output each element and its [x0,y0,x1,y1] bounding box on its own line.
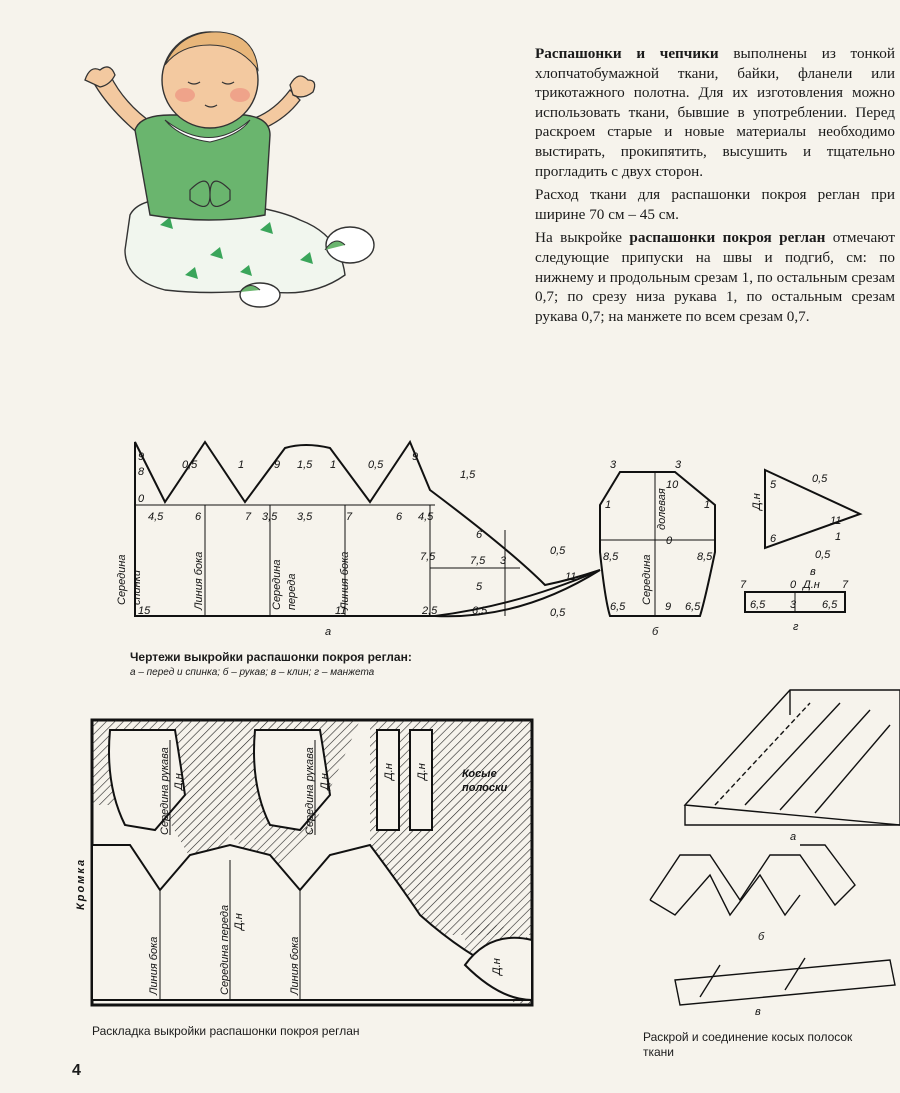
drafts-caption-title: Чертежи выкройки распашонки покроя реглан: [130,650,412,664]
layout-label-dn-2: Д.н [319,773,331,790]
meas-v-11: 11 [830,515,842,527]
pattern-drafts [100,430,890,640]
bias-caption [643,1030,900,1060]
meas-g-7: 7 [740,579,747,591]
bias-caption-1: Раскрой и соединение косых полосок [643,1030,853,1044]
meas-g-0: 0 [790,579,797,591]
intro-p3-start: На выкройке [535,229,630,247]
meas-b-3: 3 [610,459,617,471]
meas-g-65b: 6,5 [822,599,838,611]
intro-p3-bold: распашонки покроя реглан [629,229,826,247]
intro-paragraph-2: Расход ткани для распашонки покроя реглан при ширине 70 см – 45 см. [535,186,895,223]
meas-a-7: 7 [245,511,252,523]
meas-b-3b: 3 [675,459,682,471]
meas-a-75: 7,5 [420,551,436,563]
layout-label-dn-4: Д.н [416,763,428,780]
label-cuff-dn: Д.н [803,579,820,591]
meas-g-3: 3 [790,599,797,611]
meas-a-1b: 1 [330,459,337,471]
label-center-front-1: Середина [271,559,283,610]
bias-caption-2: ткани [643,1045,675,1059]
page-number: 4 [72,1062,81,1079]
draft-g-letter: г [793,621,799,633]
meas-a-05c: 0,5 [550,545,566,557]
meas-a-25: 2,5 [422,605,438,617]
label-sleeve-2: долевая [656,488,668,530]
draft-v-letter: в [810,566,816,578]
meas-a-35: 3,5 [262,511,278,523]
meas-v-05b: 0,5 [815,549,831,561]
meas-b-0: 0 [666,535,673,547]
bias-letter-b: б [758,931,765,943]
meas-g-7b: 7 [842,579,849,591]
meas-a-9c: 9 [412,451,419,463]
intro-p1-rest: выполнены из тонкой хлопчатобумажной ткани, байки, фланели или трикотажного полотна. Для их изготовления можно использовать ткани, бывшие в употреблении. Перед раскроем старые и новые материалы необходимо выстирать, прокипятить, высушить и тщательно прогладить с двух сторон. [535,45,896,180]
label-gusset-dn: Д.н [751,493,763,510]
meas-b-1: 1 [605,499,612,511]
bias-letter-v: в [755,1006,761,1015]
meas-a-6b: 6 [396,511,403,523]
intro-p1-bold: Распашонки и чепчики [535,45,719,62]
layout-label-dn-1: Д.н [173,773,185,790]
layout-label-front: Середина переда [219,904,231,995]
layout-label-dn-3: Д.н [383,763,395,780]
meas-b-10: 10 [666,479,679,491]
layout-label-sleeve-2: Середина рукава [304,747,316,835]
baby-illustration [70,10,400,310]
meas-a-1: 1 [238,459,245,471]
meas-v-1: 1 [835,531,842,543]
label-sleeve-1: Середина [641,554,653,605]
draft-a-letter: а [325,626,332,638]
meas-a-11: 11 [565,571,577,583]
layout-label-dn-5: Д.н [491,958,503,975]
label-center-front-2: переда [286,573,298,610]
layout-label-bias-1: Косые [462,768,497,780]
meas-b-65: 6,5 [610,601,626,613]
meas-a-9b: 9 [274,459,281,471]
meas-a-15c: 15 [138,605,151,617]
layout-label-side-2: Линия бока [289,936,301,995]
meas-a-75b: 7,5 [470,555,486,567]
label-center-back-1: Середина [116,554,128,605]
meas-a-65: 6,5 [472,605,488,617]
intro-p3-rest: отмечают следующие припуски на швы и подгиб, см: по нижнему и продольным срезам 1, по остальным срезам 0,7; по срезу низа рукава 1, по остальным срезам рукава 0,7; на манжете по всем срезам 0,7. [535,229,895,325]
meas-a-6c: 6 [476,529,483,541]
meas-a-15b: 1,5 [460,469,476,481]
meas-a-05: 0,5 [182,459,198,471]
meas-a-8: 8 [138,466,145,478]
meas-b-9: 9 [665,601,672,613]
meas-a-6: 6 [195,511,202,523]
bias-strips-diagram [640,685,900,1015]
intro-paragraph-3 [535,228,895,326]
meas-a-7b: 7 [346,511,353,523]
meas-a-0: 0 [138,493,145,505]
meas-a-35b: 3,5 [297,511,313,523]
draft-b-letter: б [652,626,659,638]
meas-b-1b: 1 [704,499,711,511]
meas-a-3: 3 [500,555,507,567]
meas-g-65: 6,5 [750,599,766,611]
meas-a-45: 4,5 [148,511,164,523]
meas-a-11b: 11 [335,605,347,617]
label-side-line-1: Линия бока [193,551,205,610]
meas-b-65b: 6,5 [685,601,701,613]
meas-b-85: 8,5 [603,551,619,563]
intro-paragraph-1 [535,44,895,181]
meas-a-05b: 0,5 [368,459,384,471]
meas-v-6: 6 [770,533,777,545]
meas-a-9: 9 [138,451,145,463]
label-center-back-2: спинки [131,569,143,605]
drafts-caption-sub: а – перед и спинка; б – рукав; в – клин; г – манжета [130,667,375,678]
cutting-layout [70,715,540,1015]
layout-caption: Раскладка выкройки распашонки покроя реглан [92,1024,360,1038]
drafts-caption [130,650,550,680]
meas-v-5: 5 [770,479,777,491]
layout-label-sleeve-1: Середина рукава [159,747,171,835]
meas-a-15: 1,5 [297,459,313,471]
intro-text [535,44,895,330]
layout-label-bias-2: полоски [462,782,508,794]
meas-a-05d: 0,5 [550,607,566,619]
meas-a-45b: 4,5 [418,511,434,523]
meas-b-85b: 8,5 [697,551,713,563]
layout-label-side-1: Линия бока [148,936,160,995]
layout-label-dn-6: Д.н [233,913,245,930]
meas-v-05: 0,5 [812,473,828,485]
label-side-line-2: Линия бока [339,551,351,610]
bias-letter-a: а [790,831,797,843]
layout-label-edge: Кромка [75,857,87,910]
meas-a-5: 5 [476,581,483,593]
